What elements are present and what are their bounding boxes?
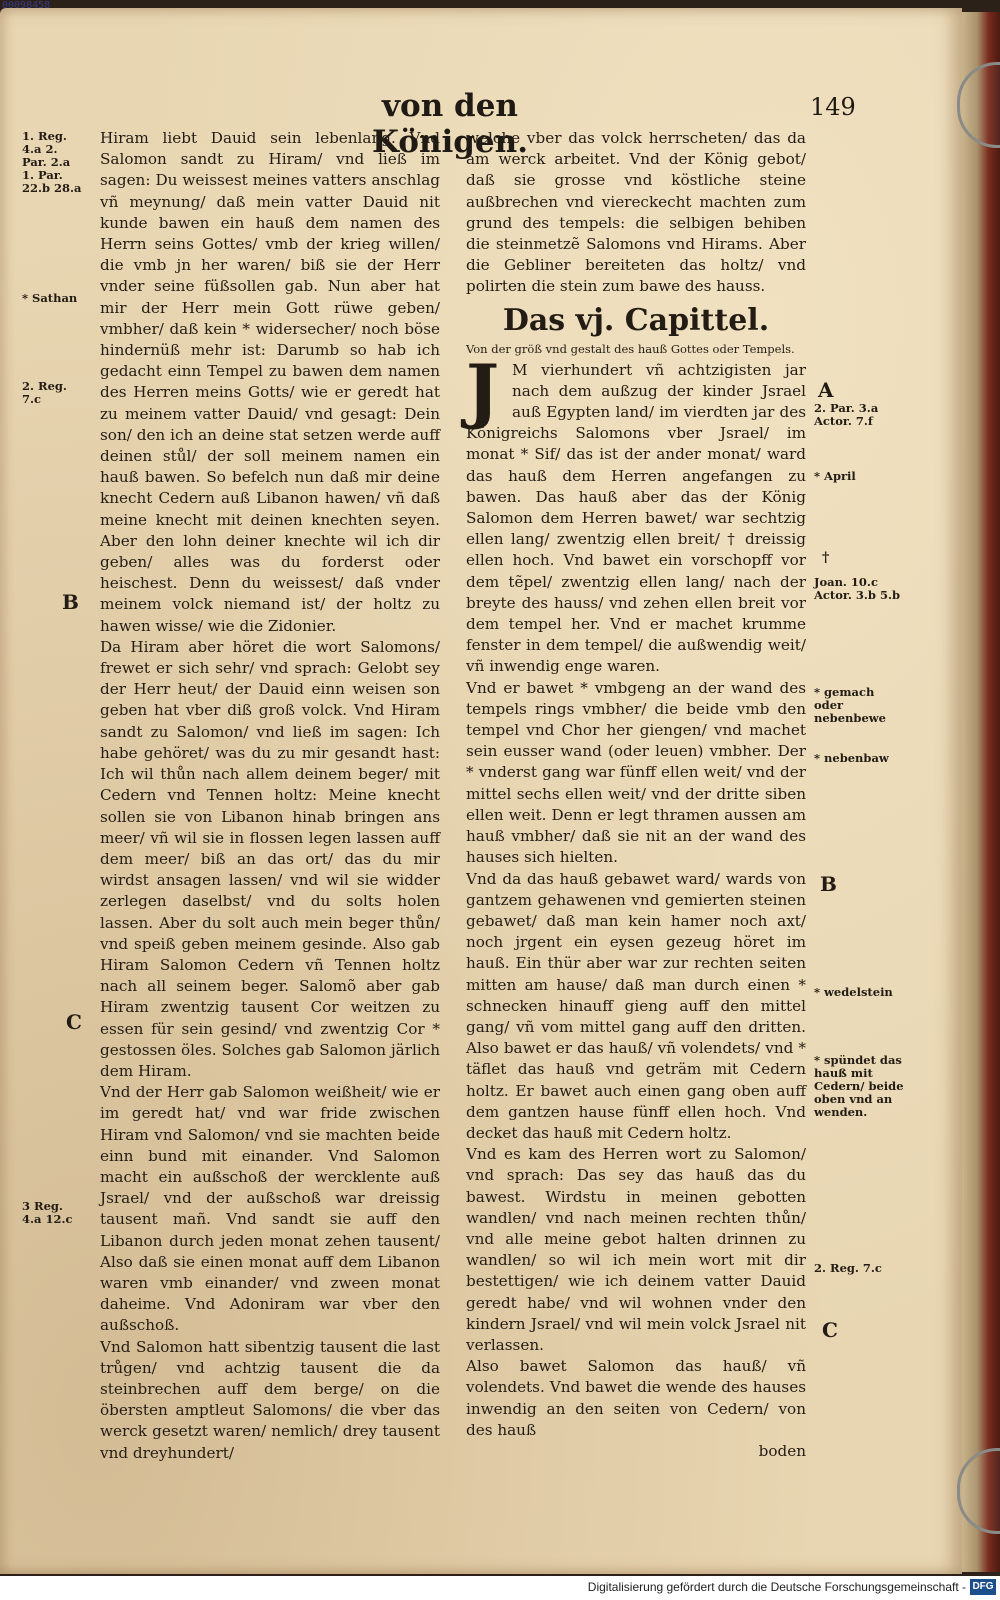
margin-note-wedelstein: * wedelstein [814,985,893,999]
margin-ref-left-1: 1. Reg. 4.a 2. Par. 2.a 1. Par. 22.b 28.a [22,129,82,195]
margin-note-sathan: * Sathan [22,291,78,305]
right-paragraph-3: Vnd er bawet * vmbgeng an der wand des tempels rings vmbher/ die beide vmb den tempel vnd Chor her giengen/ vnd machet sein eusser wand (oder leuen) vmbher. Der * vnderst gang war fünff ellen weit/ vnd der mittel sechs ellen weit/ vnd der dritte siben ellen weit. Denn er legt thramen aussen am hauß vmbher/ daß sie nit an der wand des hauses sich hielten. [466,678,806,867]
margin-note-spundet: * spündet das hauß mit Cedern/ beide oben vnd an wenden. [814,1053,904,1119]
footer-bar [0,1576,1000,1600]
dfg-logo-icon: DFG [970,1579,996,1595]
right-paragraph-5: Vnd es kam des Herren wort zu Salomon/ vnd sprach: Das sey das hauß das du bawest. Wirdstu in meinen gebotten wandlen/ vnd nach meinen rechten thůn/ vnd alle meine gebot halten drinnen zu wandlen/ so wil ich mein wort mit dir bestettigen/ wie ich deinem vatter Dauid geredt habe/ vnd wil wohnen vnder den kindern Jsrael/ vnd wil mein volck Jsrael nit verlassen. [466,1145,806,1354]
page-number: 149 [810,93,856,121]
chapter-summary: Von der größ vnd gestalt des hauß Gottes oder Tempels. [466,341,795,356]
margin-letter-b-right: B [820,872,837,896]
right-paragraph-6: Also bawet Salomon das hauß/ vñ volendets. Vnd bawet die wende des hauses inwendig an den seiten von Cedern/ von des hauß [466,1357,806,1439]
drop-cap-initial: J [466,348,500,432]
right-paragraph-4: Vnd da das hauß gebawet ward/ wards von gantzem gehawenen vnd gemierten steinen gebawet/ daß man kein hamer noch axt/ noch jrgent ein eysen gezeug höret im hauß. Ein thür aber war zur rechten seiten mitten am hause/ daß man durch einen * schnecken hinauff gieng auff den mittel gang/ vñ vom mittel gang auff den dritten. Also bawet er das hauß/ vñ volendets/ vnd * täflet das hauß vnd geträm mit Cedern holtz. Er bawet auch einen gang oben auff dem gantzen hause fünff ellen hoch. Vnd decket das hauß mit Cedern holtz. [466,869,806,1142]
right-text-column [466,128,806,1462]
chapter-title: Das vj. Capittel. [502,302,770,338]
margin-letter-b-left: B [62,590,79,614]
margin-ref-right-3: 2. Reg. 7.c [814,1261,882,1275]
left-paragraph-3: Vnd der Herr gab Salomon weißheit/ wie er im geredt hat/ vnd war fride zwischen Hiram vnd Salomon/ vnd sie machten beide einn bund mit einander. Vnd Salomon macht ein außschoß der wercklente auß Jsrael/ vnd der außschoß war dreissig tausent mañ. Vnd sandt sie auff den Libanon durch jeden monat zehen tausent/ Also daß sie einen monat auff dem Libanon waren vmb einander/ vnd zween monat daheime. Vnd Adoniram war vber den außschoß. [100,1083,440,1335]
left-text-column [100,128,440,1464]
left-paragraph-4: Vnd Salomon hatt sibentzig tausent die last trůgen/ vnd achtzig tausent die da steinbrechen auff dem berge/ on die öbersten amptleut Salomons/ die vber das werck gesetzt waren/ nemlich/ drey tausent vnd dreyhundert/ [100,1337,440,1462]
right-paragraph-1: welche vber das volck herrscheten/ das da am werck arbeitet. Vnd der König gebot/ daß sie grosse vnd köstliche steine außbrechen vnd viereckecht machten zum grund des tempels: die selbigen behiben die steinmetzẽ Salomons vnd Hirams. Aber die Gebliner bereiteten das holtz/ vnd polirten die stein zum bawe des hauss. [466,129,806,296]
left-paragraph-1: Hiram liebt Dauid sein lebenlang. Vnd Salomon sandt zu Hiram/ vnd ließ im sagen: Du weissest meines vatters anschlag vñ meynung/ daß mein vatter Dauid nit kunde bawen ein hauß dem namen des Herrn seins Gottes/ vmb der krieg willen/ die vmb jn her waren/ biß sie der Herr vnder seine füßsollen gab. Nun aber hat mir der Herr mein Gott rüwe geben/ vmbher/ daß kein * widersecher/ noch böse hindernüß mehr ist: Darumb so hab ich gedacht einn Tempel zu bawen dem namen des Herren meins Gotts/ wie er geredt hat zu meinem vatter Dauid/ vnd gesagt: Dein son/ den ich an deine stat setzen werde auff deinen stůl/ der soll meinem namen ein hauß bawen. So befelch nun daß mir deine knecht Cedern auß Libanon hawen/ vñ daß meine knecht mit deinen knechten seyen. Aber den lohn deiner knechte wil ich dir geben/ alles was du forderst oder heischest. Denn du weissest/ daß vnder meinem volck niemand ist/ der holtz zu hawen wisse/ wie die Zidonier. [100,129,440,635]
margin-note-nebenbaw: * nebenbaw [814,751,889,765]
margin-dagger: † [822,550,830,566]
catchword: boden [758,1441,806,1460]
corner-stamp: 00098458 [2,0,51,11]
page-edge [962,12,1000,1572]
margin-note-gemach: * gemach oder nebenbewe [814,685,886,725]
margin-letter-a-right: A [818,378,834,402]
right-paragraph-2: M vierhundert vñ achtzigisten jar nach dem außzug der kinder Jsrael auß Egypten land/ im vierdten jar des Königreichs Salomons vber Jsrael/ im monat * Sif/ das ist der ander monat/ ward das hauß dem Herren angefangen zu bawen. Das hauß aber das der König Salomon dem Herren bawet/ war sechtzig ellen lang/ zwentzig ellen breit/ † dreissig ellen hoch. Vnd bawet ein vorschopff vor dem tẽpel/ zwentzig ellen lang/ nach der breyte des hauss/ vnd zehen ellen breit vor dem tempel her. Vnd er machet krumme fenster in dem tempel/ die außwendig weit/ vñ inwendig enge waren. [466,360,806,676]
running-head: von den Königen. [372,88,528,160]
margin-letter-c-right: C [822,1318,838,1342]
margin-ref-right-2: Joan. 10.c Actor. 3.b 5.b [814,575,901,602]
margin-ref-right-1: 2. Par. 3.a Actor. 7.f [814,401,879,428]
margin-letter-c-left: C [66,1010,82,1034]
left-paragraph-2: Da Hiram aber höret die wort Salomons/ frewet er sich sehr/ vnd sprach: Gelobt sey der Herr heut/ der Dauid einn weisen son geben hat vber diß groß volck. Vnd Hiram sandt zu Salomon/ vnd ließ im sagen: Ich habe gehöret/ was du zu mir gesandt hast: Ich wil thůn nach allem deinem beger/ mit Cedern vnd Tennen holtz: Meine knecht sollen sie von Libanon hinab bringen ans meer/ vñ wil sie in flossen legen lassen auff dem meer/ biß an das ort/ das du mir wirdst ansagen lassen/ vnd wil sie widder zerlegen daselbst/ vnd du solts holen lassen. Aber du solt auch mein beger thůn/ vnd speiß geben meinem gesinde. Also gab Hiram Salomon Cedern vñ Tennen holtz nach all seinem beger. Salomõ aber gab Hiram zwentzig tausent Cor weitzen zu essen für sein gesind/ vnd zwentzig Cor * gestossen öles. Solches gab Salomon järlich dem Hiram. [100,637,440,1080]
margin-ref-left-2: 2. Reg. 7.c [22,379,67,406]
margin-note-april: * April [814,469,856,483]
margin-ref-left-3: 3 Reg. 4.a 12.c [22,1199,73,1226]
footer-credit: Digitalisierung gefördert durch die Deutsche Forschungsgemeinschaft - [587,1580,966,1594]
